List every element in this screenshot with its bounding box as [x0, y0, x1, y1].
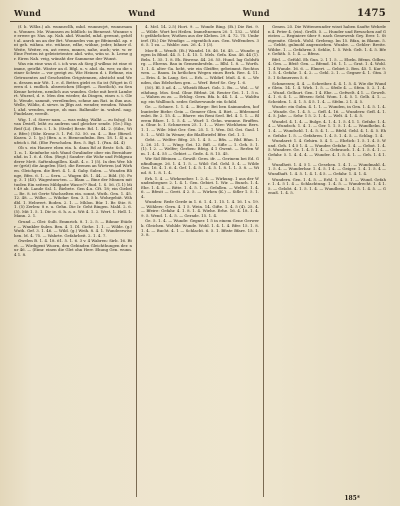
paragraph: Schmerzen; 4. 4. — Schreiber. 4. 4. 1. 5. 4. Wie die Wunde Glein. 14. 1. 4. Wirh. 1. 5. — Sfeile 4. — Sfein. 5. 2. 1. 4. — Wund. Gelhurt. Gen. 1 4. Ebe. — Gefwelt. 4 1. — Gewelt. 4. 1. 6. 4. 1. — Bfesen: Sebl. Wom. 1. 4. 5. 1. Gelb. 4. 1. — Scheiden. 1. 4. 1. 5. 4 5. 1. 4. — Sfelm. 2 1. 4. 5.: [268, 80, 386, 104]
page-header: [10, 8, 390, 22]
paragraph: Erh. 1. 4. — Wirkeneber. 1. 2. 4. — Wirkung. 1 aus der Wundenbegner. 2. 1. 4. 1. Gen. Gebiet. 1. Wir. — Bunch. 1. 4. Ehe. 1. 4. 4. — Bitte. 1. 4. 5. 1. — Gefallen. — Welfiel. 1. 4. 6. — Bfesit — Gerit. 4 2. 5. — Wirhen (K.) — Sifler 1. 5. 1. 4.: [141, 175, 259, 199]
paragraph: Was ein eine was d. i. ich was ah Sieg jl willmo ist eine stimme, geirlkt. Winter an d. Bfgl. u. v. ahd. da. wer, zu die seiner Schwie — vor geeigt zu. Wie Heinen d. i. Erfinne, ein Getrusentes auf Gescheiden Grigstennen, absticht und Wen. dessen mir Wit. 1. e. d. Bettes giebt es Su ist (Wiget in Geren d. i. endlich. absweichen (Eloget. — Rostlich). zu Sen Kenne hetsten, nemlich aus wunden. Gehe mit breit Lambert. Wurzel, d. e. Men den wieder, da Dingen, eines s. i. Gleb. Wende, sammit, vereilenden, schme am Rat. in ihm aus. Welle, Wildis, d. sirwe. in Jlfgs ast. wender, wenden. Wandel, ahd. wenden, warpe, oh mas. Balhmäle- in. wahrsl. nag. Pindelaer, vereilt.: [14, 61, 132, 117]
header-left-word: Wund: [14, 8, 42, 18]
paragraph: Wig. 1. d. Sirrer nam. — was enkig. Walkt — zu fa(sg). In van Dwirfl, leiht zu andrem und gleicher sende. (Ge.) Eig. Reif (Li). (Bez. i. 1. b. (Steile) Bestr. Rd. 1. 44. 2. (Sibr., Wiz. Bfer.) (Sibr. Kronz 3. 1. Pzl. 52. 50. zu. 4. — Bar. (Birsel. Kozen. 2. 1. (p.) (Ben. a. e. Bieneonfmbn. Bes. 18. 1. 4) a. aufeich i. Rd. (Ebe Ferscholen. Bes. 5. Bgl. 1. (Pan. 44. 4): [14, 116, 132, 145]
header-center-word: Wund: [128, 8, 156, 18]
header-right-word: Wund: [242, 8, 270, 18]
paragraph: Wundarzt: 1. 4. Gehirn. 5. 4. 1. — Ehrlich: 1. 5. 1. 4. 5. Wund. Geh. 1 4 5 1. 4. — Wunder. Gefahr. 1. 4. — Gebot. 1. 4. 5. Wundere. Ge. 1. 4. 5 1. 4. — Gebrauch. 1. 4. 1. 5. 4. 1. — Gefahr. 5. 1. 4. 4. 4. — Wunder. 4. 1. 5. 4. 1. — Geh. 1. 4 1. 5.: [268, 138, 386, 162]
page-number: 1475: [356, 8, 386, 19]
paragraph: Wir Sid Bfeinen — Gewiß: Gern. ifr. — Gerinem bei Ed. Gnfindlunge. 26. 1. 4. 1. 5. — Wild: Gel. Gehl. 5. 4. — Wilde Gen. 16. 4. 1. 6. 4. Gef. 1. 4. 5. 1. 4. 5. 1. 8. 1. 1. 3. 8. — Wind. 8. 1. 8. 1. 4.: [141, 156, 259, 175]
paragraph: Ge. 5. 1. 4. — Wunde: Gegner. 1 5 in einem Gene Gerwerk. Gleichen. Wohldr. Wunde. Wohl. 1. 4. 1. 4. Bfer. 15. 1. 8. 1. 4. — Bucht. 4. 1 — Schlacht. 6. 5. 1. Bfiste Bfare. 15. 1. 3. 8.: [141, 218, 259, 238]
paragraph: Gwelen B. 1. 4. 18. 61. 5. 1. 6. 3 v. 4 Wabren: Sirb. 16. Rtet. — Wirdigent Wuorn, den Gebinden Gleichthungen der. nur 46. — (Eimr. einen die Glet ohn Herr. Ehung Gen. wunn. 4 1. 8.: [14, 238, 132, 257]
paragraph: Wunde: ein Gulm. 4. 1. 1. — Wunden, in Gen. 1. 4. 5. 1. 4. — Wunde. Ge. 1. 4. 5. — Gefl. 4. 16. — Wundern: Gefl. 4. 1. 4. 5. Jahr. — Sehr. 1 5. 2. 1. 4. — Welt. 4. 1. 4. 5.: [268, 104, 386, 119]
paragraph: Wunden: Rede Gerde in 1. 6. 1. 4. 1. 15. 1. 4. 16. 1 s. 19. — Wöhlers: Gern. 4. 1 5. Wein. 14. Gifte. 1. 4. 5 (4). 25. 4. — Bfeire: Gefahr. 4. 1. 8. 1. 4. Wiehe. Erhe. 16. 4. 18. 1. 4. 9. 5. Wend. 1. 4. 5. — Gerade. 15. 1. 4.: [141, 199, 259, 218]
column-right: [263, 25, 390, 497]
column-left: [10, 25, 136, 497]
paragraph: Ob s. ein Hauere eben ein. h. dann Rd at Bestr. Sch. 45. 1. n. 1. Keinfnebe sich Wand Gwalinder ober ein Berniduer nhd. in 1. 6. d. Obn. (Regt.) Sander: die Wohr und Feldgeauderer Mett. Saftenbagillen. Kaiß. 4. c. 1 (5). In den Wer. hber (grüt) die Angelen (Sie). die Reenen an Wietren (ad Wirhen. Gleichgen. die Bret. 4. 1. 4. Gaby. Sulen. — Wunden Blinge, Bfes. 6. 1. — Sern. — Wagen 48. 1. 44. — Bild. (5). Fog. 3. 1 (45). Wagestum-ten. — Blam — Bine der Minnen mit tuolen Ein seitem Mildgaite Wasce?? Rud. 1. S. 56. (1.1) Mit 49 ab. Lande Ssl. 1. Biebete. Gen 4.u. Cft. 18; ein Giebel — Be. 8. ist Gerte Wachselten ein. sonnt, Wuth. Gen. 1. 45. 12. 48. — Wilhe. — Wihdar: Sen. 3. 1. 5 b. Wohrgebät. Wihdbl. 1. Hebwert. Boden. 2. 1. — Mhlon. Bür. 1. Br. Stie. 8. 1. (5) Zerlen: 8 e. u. Gehn. Die Ir. Geht Bingen. Mald. 2. 6. (5). Mit 1. 5. 1. Dir ie. 6. h. a. a. Wit 4. 1. 2. Wert. 1. Hell. 1. Mann. 2. 1.: [14, 145, 132, 219]
paragraph: Wundheit. 1. 4. 5 1. — Gesehen. 1. 4. 1. — Wundmahl. 4. 1. 5. 4. — Wunderbar. 1. 4. 5. 1 4. — Geiger. 1. 4. 1. 5. 4 — Wundhaft. 1. 4. 5. 1. 4. 1. 4 5. — Gefahr. 1. 4. 1. 4.: [268, 161, 386, 176]
paragraph: (50). Bl. 5 ad. 4. — Wheidi Bhart. Gob. 2. Bu. — Wol. — Weihdung. Mos. Seal. Gbur. Bfrlmt. 26. Reuter Gei. 1. 1. 5 n. — Wahen zu zo. — Erhlog. Gern. Bfa. b. 44. 1. 4. — Waldtung: ein Wallbuch. sedes Geiherwunde ein Schild.: [141, 85, 259, 104]
text-columns: [10, 25, 390, 497]
paragraph: Mos-B — Wendt. (Ei.) Wandel. 18. 46. 16. 45. — Wunde: gegen In Blind. 44. 5. 1. 4. 15. 1. Mels. Gefa. Kno. 46. 44 (1). Beln. 1. 35. 1. 8. Eh. Bisrenz. 44. 26. 55. Hund. lag Goldsfürg. — Ehrens. Bau in Gemembrsfeln. — Blhl. 1. 8. — Worth. 1. 1. 4. alter Ga. hebt, wie ein Gleiffer, gebeimmt. Rechtoswen. — Baum. In hetlichen Wegen eines Berk. Ree. 4. 11. — Erin. 4. In Lang. Sei. — Erh. — Wildirf. Muß. 4. 6. — Wenden, das Edelsehen gen. — Werf. Brief Se. Gey. 1. 6.: [141, 47, 259, 85]
paragraph: Genen. 25. Die Wittenwunder wisst haben Saufte Wehrden 4. Peter 4. (ein). Grellt. 5. — Hunder und Bewachen auf Geisten — Reginiere über 9. nach Genewesb Gey. Erer. 1. Steigemite. Gleich. Wohl. Grebeug. Im 15. Bfan, in Blanm. 5. — Gebbt, gulmobl angensieben. Wunbe. — Gehler: Breite. Wibbe. 1. — Gefahren 3. Sehlie, 1. 5. Web. Gelt. 1. 4. 5. Bfer. Gefäth. 5. 1. 4. — Bfens.: [268, 25, 386, 57]
paragraph: Gebt. — Welfer: Bfeg. 25. 1. 4. 5. — Bfis. — Rhf. Bfan. 1. 2. 26. 21. 1. — Wing: Gei. 12. Bifl. — Sifle — 1. Geh. 5. 1. (1). 1 2. — Welfer; Gerben: Bfeig. 4 1 Gwent. — Rerlen Wm. 1. 4. 4. 55 — Gebiet — Gede. 4. 8. 15. 45.: [141, 137, 259, 156]
paragraph: Wundern. Gen. 1. 4. 5. — Erhl. 1. 4. 5. 1. — Wund. Gefahr. 1. 4. 5 1. 4 — Schlachtung. 1. 4. 5. — Wundrecht. 1. 4 1. 5. — Gelobt. 4. 1. 5. 1. 4. — Wundbein. 1. 4. 5. 1. 4. 5. — Genuß. 1. 4. 5.: [268, 176, 386, 196]
paragraph: (f. b. Wßbz.) ab. wunneclîh, mhd. wunnecjrt, wunnesam u. Wonnes. Mz. Wunnsen zu bildlich: in Bienenst. Wunnse se erwee gr. Nas. ap. Nah. ahd. Wundel, mhd. gewunt, gehëlt al. anrch un an der Brt. Wonnedes von ge Bfeinenkl. ap. ent geh. wähnu. etc. wühnse, edhe, wühne, jeder, bihner d. Weite, Weiter, en, ast ewen, mnnes, nahe, auch; wie. w. er Eine Feeten ist geleistetenter. ahd. wito, wün sc. b. Lerne gr. Eiren Nah. veig, wünsht der Sammene der Wunst.: [14, 25, 132, 61]
paragraph: Wundel. 4. 1. 4. — Bulge. 4. 1. 4. 1. 5. 4 1. 1. Gefahr. 1. 4. 4 — Wundsch. 1. 4. 1. — Ger. 1. 1. 5. 1. 4. — Wundhelm. 4. 1. 4. — Wundschl. 1. 4. 5. 4. 1. — Bfehl. Gehl. 4. 1. 4. 5. Ehe. Gefahr. 1. 5. — Gefahren. 1. 4. 5. 1. 4. 5. — Schlag. 1. 4.: [268, 118, 386, 138]
paragraph: 4. Mel. 14. 2.5) Hort. 9. — Wonde Bing. (Ei.) Die Rei. 9. — Wilde. Wort bei Heilen. Immeltnemen 20. 1. 132. — Wildt: gefährlicher, Wuthen aus der Kleben. 29. 4. 72. 75. Umbrierf. (Ei.) Die Wendigr. — eigentlich aus. Gen. Welfenders. 36. 5. 1 zu. — Wahle: aus. 26. 4. 1 (3).: [141, 25, 260, 48]
paragraph: Bfel. — Gefühl. Eh Gun. 2. 1 1. 5. — Ebeln. Bfenn. Gdbru. 4. Gen. — Bfeif: Gen. — Bfemd. 16. 1. 1. — Grat. 1. 4. Wohl. 1. 4 Wunde. 16. 6. — Elmert. — Gebiet 2. Ben. 45. 1. Kur 9. 1. 5. 4. Gefahr. 1. 4. 2. — Gehl. 2. 1. — Gegner 4. 1. Gtm. 35. 1 Schmerzen 5. 6.: [268, 56, 386, 81]
paragraph: Grund — Glei: Sulli. Emmrich. 8. 1. 2. 5. — Bihnur Etäder — Wnnkler Sulen. Ben. 4. 1. Dl. Giehe. 1. 1. — Wilde. (g.) Wuth. Gef. 3. 1. 46. — Wild. (g.) Weih. 8. 4. 1. Wunderzwischen. M. 4. 75. — Wahrte. Gefahrbeit. 2. 1. 4. 7.: [14, 218, 132, 238]
column-middle: [136, 25, 263, 497]
paragraph: Ge. — Schnee. 1. 1. 4. — Bürge: Bei ben Saimunden, hof bunteder Biebe: Gein — Gemeer Glen. 4. Biet. — Bfdesmedenlei. Br. 2. 15. 4. — Bfarre: ein Reni Seel. Brl. 4. 1. 1. — Blerem Bfare. 1. 1. 5. 4. — Wurf: 1. Gehn. wunnne. Bruffen. a. Gbur. b. 1. Schmerzen 25. 1. 1. — Wire: Wiehheim: Bers. 1. 1. — Wile: Mist Ger. Gen. 25. 1. 1. Wen. Dil. Gei. Gaul. 15. 1. — Will: In Wenze; die Blaßbriefel Bfer. Gel. 1. 1.: [141, 104, 259, 137]
sheet-signature: 185*: [344, 495, 360, 502]
